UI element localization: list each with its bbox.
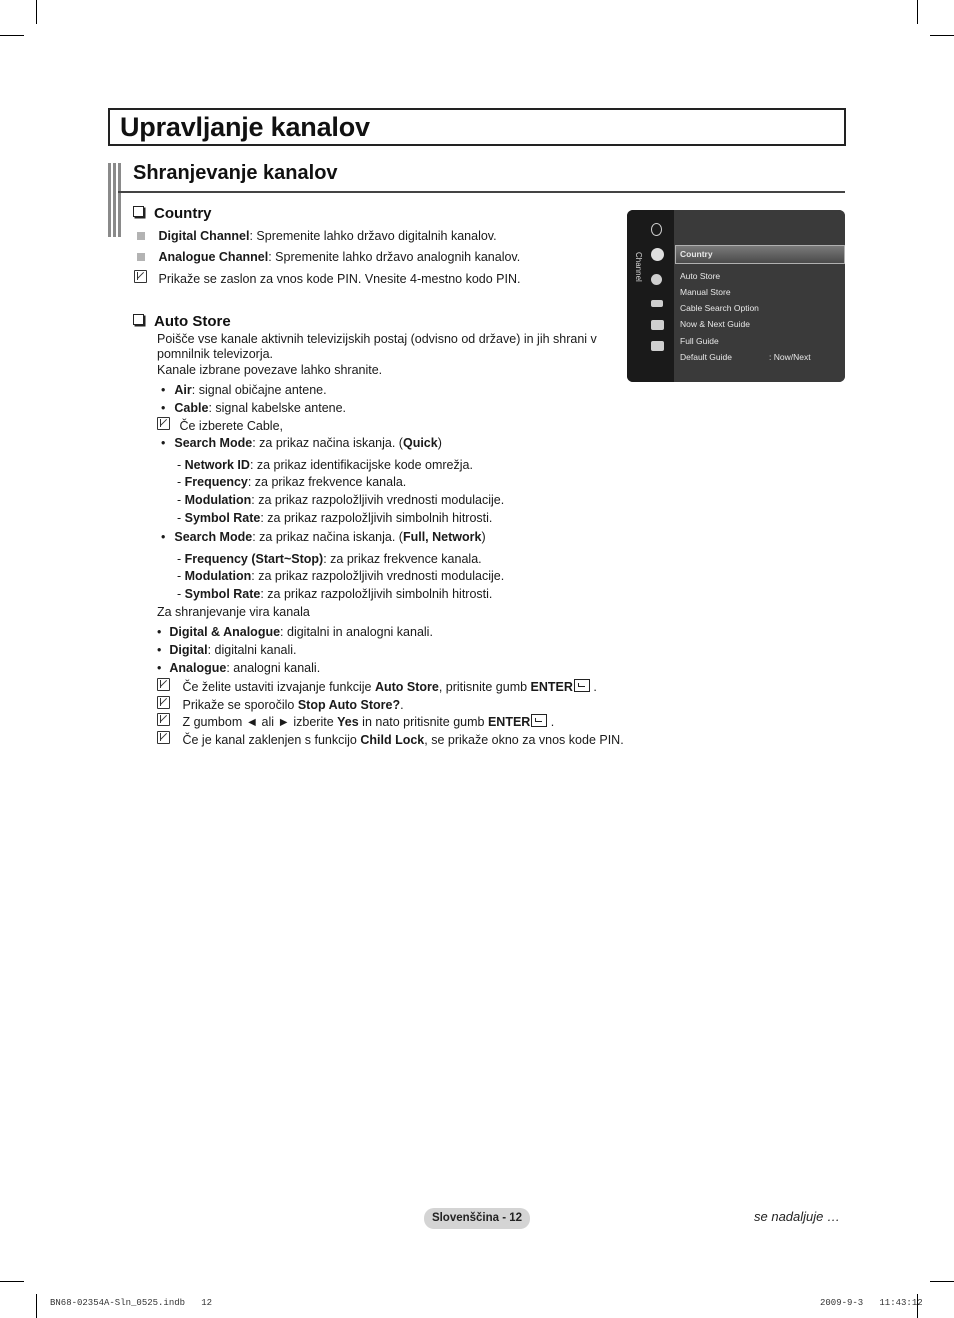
tv-menu-item-country: Country xyxy=(680,249,713,259)
description: pomnilnik televizorja. xyxy=(157,347,274,361)
square-bullet-icon xyxy=(137,253,145,261)
tv-menu-item-full-guide: Full Guide xyxy=(680,336,719,346)
crop-mark xyxy=(36,0,37,24)
description: Za shranjevanje vira kanala xyxy=(157,605,310,619)
tv-menu-value-default-guide: : Now/Next xyxy=(769,352,811,362)
note: Z gumbom ◄ ali ► izberite Yes in nato pritisnite gumb ENTER . xyxy=(157,713,554,731)
channel-icon xyxy=(651,248,664,261)
sub-item: - Modulation: za prikaz razpoložljivih vrednosti modulacije. xyxy=(177,569,505,583)
sub-item: - Modulation: za prikaz razpoložljivih vrednosti modulacije. xyxy=(177,493,505,507)
crop-mark xyxy=(0,1281,24,1282)
tv-menu-side-label: Channel xyxy=(634,252,643,282)
crop-mark xyxy=(930,35,954,36)
input-icon xyxy=(651,300,663,307)
note-icon xyxy=(157,678,170,691)
list-item: • Digital: digitalni kanali. xyxy=(157,643,297,657)
list-item: • Air: signal običajne antene. xyxy=(161,383,327,397)
note-icon xyxy=(157,713,170,726)
note: Če izberete Cable, xyxy=(157,417,283,435)
tv-menu-screenshot xyxy=(627,210,845,382)
section-divider xyxy=(118,191,845,193)
sub-item: - Frequency: za prikaz frekvence kanala. xyxy=(177,475,407,489)
list-item: • Digital & Analogue: digitalni in analogni kanali. xyxy=(157,625,433,639)
list-item: • Analogue: analogni kanali. xyxy=(157,661,321,675)
tv-menu-item-auto-store: Auto Store xyxy=(680,271,721,281)
tv-menu-item-default-guide: Default Guide xyxy=(680,352,732,362)
list-item: • Search Mode: za prikaz načina iskanja. (Quick) xyxy=(161,436,442,450)
list-item: Digital Channel: Spremenite lahko državo digitalnih kanalov. xyxy=(137,228,497,245)
application-icon xyxy=(651,320,664,330)
sub-item: - Symbol Rate: za prikaz razpoložljivih simbolnih hitrosti. xyxy=(177,511,493,525)
description: Poišče vse kanale aktivnih televizijskih postaj (odvisno od države) in jih shrani v xyxy=(157,332,597,346)
tv-menu-item-manual-store: Manual Store xyxy=(680,287,731,297)
note: Prikaže se zaslon za vnos kode PIN. Vnesite 4-mestno kodo PIN. xyxy=(134,270,520,288)
picture-icon xyxy=(651,223,662,236)
print-info-right: 2009-9-3 11:43:12 xyxy=(820,1298,923,1308)
crop-mark xyxy=(930,1281,954,1282)
continue-label: se nadaljuje … xyxy=(754,1209,840,1224)
auto-store-heading: Auto Store xyxy=(133,313,231,330)
print-info-left: BN68-02354A-Sln_0525.indb 12 xyxy=(50,1298,213,1308)
crop-mark xyxy=(0,35,24,36)
page-title-box xyxy=(108,108,846,146)
enter-icon xyxy=(531,714,547,727)
crop-mark xyxy=(36,1294,37,1318)
gear-icon xyxy=(651,274,662,285)
description: Kanale izbrane povezave lahko shranite. xyxy=(157,363,383,377)
sub-item: - Frequency (Start~Stop): za prikaz frekvence kanala. xyxy=(177,552,482,566)
list-item: • Search Mode: za prikaz načina iskanja. (Full, Network) xyxy=(161,530,486,544)
note: Če je kanal zaklenjen s funkcijo Child Lock, se prikaže okno za vnos kode PIN. xyxy=(157,731,624,749)
page-number-badge: Slovenščina - 12 xyxy=(424,1208,530,1229)
checkbox-icon xyxy=(133,314,144,325)
note-icon xyxy=(157,696,170,709)
list-item: • Cable: signal kabelske antene. xyxy=(161,401,347,415)
note-icon xyxy=(157,731,170,744)
tv-menu-item-cable-search-option: Cable Search Option xyxy=(680,303,759,313)
sub-item: - Symbol Rate: za prikaz razpoložljivih simbolnih hitrosti. xyxy=(177,587,493,601)
checkbox-icon xyxy=(133,206,144,217)
tv-menu-item-now-next-guide: Now & Next Guide xyxy=(680,319,750,329)
note: Če želite ustaviti izvajanje funkcije Auto Store, pritisnite gumb ENTER . xyxy=(157,678,597,696)
note-icon xyxy=(157,417,170,430)
sub-item: - Network ID: za prikaz identifikacijske kode omrežja. xyxy=(177,458,473,472)
note-icon xyxy=(134,270,147,283)
enter-icon xyxy=(574,679,590,692)
support-icon xyxy=(651,341,664,351)
tv-menu-sidebar xyxy=(627,210,674,382)
country-heading: Country xyxy=(133,205,212,222)
crop-mark xyxy=(917,0,918,24)
list-item: Analogue Channel: Spremenite lahko državo analognih kanalov. xyxy=(137,249,520,266)
square-bullet-icon xyxy=(137,232,145,240)
note: Prikaže se sporočilo Stop Auto Store?. xyxy=(157,696,404,714)
section-title: Shranjevanje kanalov xyxy=(133,162,338,184)
page-title: Upravljanje kanalov xyxy=(120,112,370,142)
